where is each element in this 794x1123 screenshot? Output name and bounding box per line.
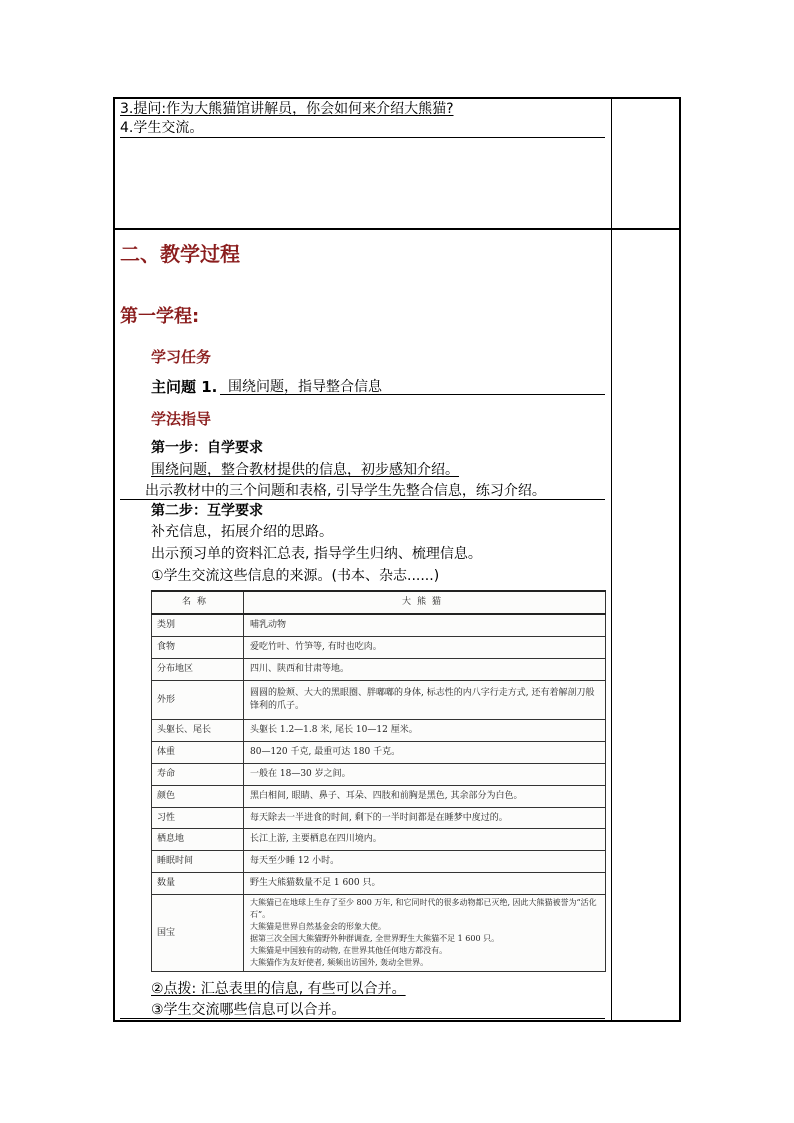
row-value: 每天除去一半进食的时间, 剩下的一半时间都是在睡梦中度过的。 bbox=[244, 807, 606, 829]
row-value: 黑白相间, 眼睛、鼻子、耳朵、四肢和前胸是黑色, 其余部分为白色。 bbox=[244, 785, 606, 807]
row-key: 颜色 bbox=[152, 785, 244, 807]
step2-title: 第二步：互学要求 bbox=[151, 503, 263, 519]
table-row bbox=[152, 829, 606, 851]
row-key: 类别 bbox=[152, 614, 244, 637]
row-value: 四川、陕西和甘肃等地。 bbox=[244, 659, 606, 681]
treasure-line: 大熊猫作为友好使者, 频频出访国外, 轰动全世界。 bbox=[250, 958, 429, 967]
step1-line2: 出示教材中的三个问题和表格, 引导学生先整合信息，练习介绍。 bbox=[145, 483, 546, 499]
table-row bbox=[152, 614, 606, 637]
treasure-line: 据第三次全国大熊猫野外种群调查, 全世界野生大熊猫不足 1 600 只。 bbox=[250, 934, 500, 943]
row-value: 野生大熊猫数量不足 1 600 只。 bbox=[244, 873, 606, 895]
row-value: 长江上游, 主要栖息在四川境内。 bbox=[244, 829, 606, 851]
row-key: 寿命 bbox=[152, 763, 244, 785]
header-value: 大熊猫 bbox=[244, 591, 606, 614]
table-row bbox=[152, 680, 606, 720]
main-question-rule bbox=[220, 394, 605, 395]
row-key: 头躯长、尾长 bbox=[152, 720, 244, 742]
step2-line2: 出示预习单的资料汇总表, 指导学生归纳、梳理信息。 bbox=[151, 546, 482, 562]
row-value: 80—120 千克, 最重可达 180 千克。 bbox=[244, 742, 606, 764]
row-key: 国宝 bbox=[152, 895, 244, 972]
table-row bbox=[152, 720, 606, 742]
table-row bbox=[152, 637, 606, 659]
treasure-line: 大熊猫已在地球上生存了至少 800 万年, 和它同时代的很多动物都已灭绝, 因此大熊猫被誉为“活化石”。 bbox=[250, 898, 597, 919]
bottom-rule bbox=[120, 1018, 605, 1019]
method-label: 学法指导 bbox=[151, 410, 212, 428]
tip-line: ②点拨: 汇总表里的信息, 有些可以合并。 bbox=[151, 981, 406, 997]
row-value: 一般在 18—30 岁之间。 bbox=[244, 763, 606, 785]
treasure-line: 大熊猫是中国独有的动物, 在世界其他任何地方都没有。 bbox=[250, 946, 448, 955]
right-column-divider bbox=[611, 99, 612, 1020]
row-value: 圆圆的脸颊、大大的黑眼圈、胖嘟嘟的身体, 标志性的内八字行走方式, 还有着解剖刀般锋利的爪子。 bbox=[244, 680, 606, 720]
header-key: 名称 bbox=[152, 591, 244, 614]
exchange-line-top: 4.学生交流。 bbox=[120, 120, 204, 136]
table-row bbox=[152, 851, 606, 873]
task-label: 学习任务 bbox=[151, 348, 212, 366]
section-title: 二、教学过程 bbox=[120, 242, 240, 266]
row-key: 体重 bbox=[152, 742, 244, 764]
main-question-text: 围绕问题，指导整合信息 bbox=[228, 379, 382, 395]
row-value: 头躯长 1.2—1.8 米, 尾长 10—12 厘米。 bbox=[244, 720, 606, 742]
row-key: 外形 bbox=[152, 680, 244, 720]
table-row bbox=[152, 742, 606, 764]
step1-rule bbox=[120, 499, 605, 500]
question-line: 3.提问:作为大熊猫馆讲解员，你会如何来介绍大熊猫? bbox=[120, 101, 454, 117]
sub-title: 第一学程: bbox=[120, 306, 200, 327]
table-row bbox=[152, 785, 606, 807]
row-key: 数量 bbox=[152, 873, 244, 895]
exchange-line: ③学生交流哪些信息可以合并。 bbox=[151, 1002, 346, 1018]
row-key: 睡眠时间 bbox=[152, 851, 244, 873]
row-value: 爱吃竹叶、竹笋等, 有时也吃肉。 bbox=[244, 637, 606, 659]
step2-line3: ①学生交流这些信息的来源。(书本、杂志......) bbox=[151, 568, 440, 584]
main-question-label: 主问题 1. bbox=[151, 378, 218, 396]
underline-rule bbox=[120, 137, 605, 138]
section-divider bbox=[115, 228, 679, 230]
step1-title: 第一步：自学要求 bbox=[151, 440, 263, 456]
table-row-national-treasure bbox=[152, 895, 606, 972]
table-row bbox=[152, 807, 606, 829]
row-key: 栖息地 bbox=[152, 829, 244, 851]
table-header-row bbox=[152, 591, 606, 614]
table-row bbox=[152, 763, 606, 785]
row-value: 哺乳动物 bbox=[244, 614, 606, 637]
step2-line1: 补充信息，拓展介绍的思路。 bbox=[151, 524, 333, 540]
row-value: 每天至少睡 12 小时。 bbox=[244, 851, 606, 873]
table-row bbox=[152, 873, 606, 895]
row-value bbox=[244, 895, 606, 972]
row-key: 食物 bbox=[152, 637, 244, 659]
row-key: 习性 bbox=[152, 807, 244, 829]
row-key: 分布地区 bbox=[152, 659, 244, 681]
step1-line1: 围绕问题，整合教材提供的信息，初步感知介绍。 bbox=[151, 462, 459, 478]
table-row bbox=[152, 659, 606, 681]
treasure-line: 大熊猫是世界自然基金会的形象大使。 bbox=[250, 922, 386, 931]
panda-info-table bbox=[151, 590, 606, 972]
